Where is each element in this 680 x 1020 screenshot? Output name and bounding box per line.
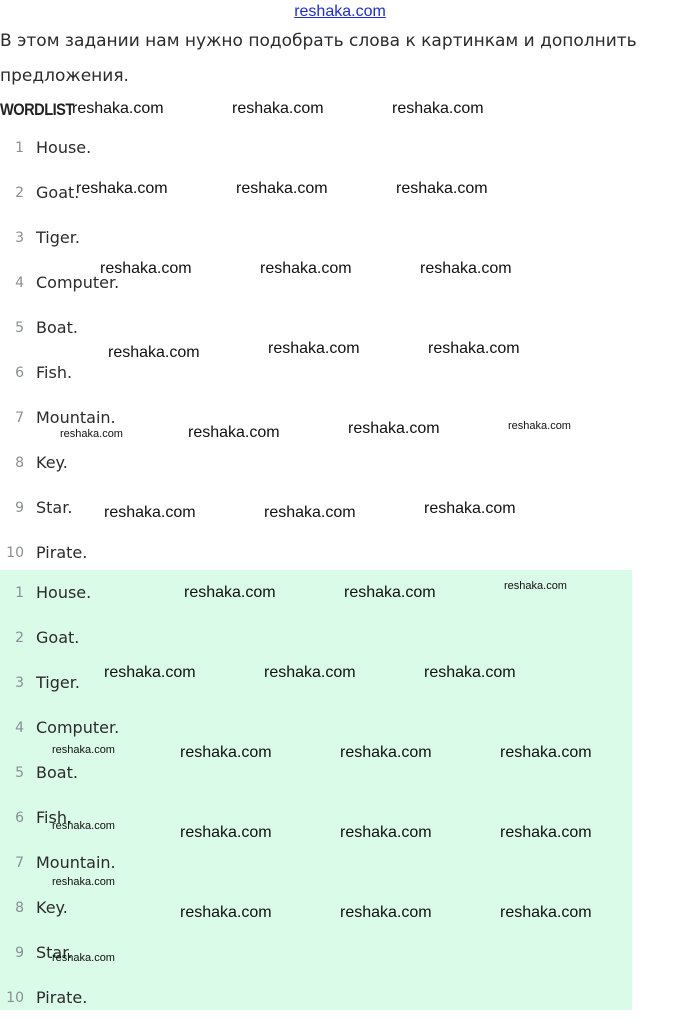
watermark: reshaka.com (340, 744, 432, 761)
item-number: 1 (15, 139, 24, 156)
item-word: Boat. (36, 318, 78, 337)
watermark: reshaka.com (180, 744, 272, 761)
watermark: reshaka.com (428, 340, 520, 357)
watermark: reshaka.com (52, 744, 115, 756)
list-item (0, 215, 632, 260)
item-number: 9 (15, 499, 24, 516)
answer-list (0, 570, 632, 1010)
item-word: Mountain. (36, 853, 116, 872)
watermark: reshaka.com (52, 952, 115, 964)
watermark: reshaka.com (424, 500, 516, 517)
item-number: 4 (15, 719, 24, 736)
watermark: reshaka.com (236, 180, 328, 197)
watermark: reshaka.com (508, 420, 571, 432)
watermark: reshaka.com (504, 580, 567, 592)
item-number: 5 (15, 319, 24, 336)
item-number: 1 (15, 584, 24, 601)
item-word: Goat. (36, 628, 80, 647)
watermark: reshaka.com (500, 744, 592, 761)
watermark: reshaka.com (232, 100, 324, 117)
watermark: reshaka.com (52, 820, 115, 832)
watermark: reshaka.com (104, 664, 196, 681)
watermark: reshaka.com (500, 824, 592, 841)
item-number: 3 (15, 674, 24, 691)
list-item (0, 570, 632, 615)
item-number: 7 (15, 854, 24, 871)
site-header (0, 0, 680, 22)
watermark: reshaka.com (188, 424, 280, 441)
item-number: 3 (15, 229, 24, 246)
watermark: reshaka.com (348, 420, 440, 437)
item-word: Pirate. (36, 988, 88, 1007)
item-word: Key. (36, 898, 68, 917)
item-word: Pirate. (36, 543, 88, 562)
item-word: Fish. (36, 363, 73, 382)
watermark: reshaka.com (420, 260, 512, 277)
watermark: reshaka.com (340, 824, 432, 841)
item-word: Goat. (36, 183, 80, 202)
item-number: 2 (15, 629, 24, 646)
list-item (0, 975, 632, 1020)
list-item (0, 440, 632, 485)
item-number: 6 (15, 364, 24, 381)
item-number: 8 (15, 899, 24, 916)
watermark: reshaka.com (424, 664, 516, 681)
list-item (0, 125, 632, 170)
site-link[interactable]: reshaka.com (294, 3, 386, 20)
list-item (0, 615, 632, 660)
item-word: House. (36, 138, 92, 157)
watermark: reshaka.com (500, 904, 592, 921)
watermark: reshaka.com (52, 876, 115, 888)
list-item (0, 530, 632, 575)
item-word: House. (36, 583, 92, 602)
item-word: Boat. (36, 763, 78, 782)
item-number: 5 (15, 764, 24, 781)
watermark: reshaka.com (60, 428, 123, 440)
watermark: reshaka.com (76, 180, 168, 197)
item-word: Mountain. (36, 408, 116, 427)
watermark: reshaka.com (340, 904, 432, 921)
item-word: Tiger. (36, 228, 80, 247)
watermark: reshaka.com (260, 260, 352, 277)
watermark: reshaka.com (180, 904, 272, 921)
item-word: Star. (36, 498, 73, 517)
watermark: reshaka.com (268, 340, 360, 357)
watermark: reshaka.com (72, 100, 164, 117)
item-number: 4 (15, 274, 24, 291)
watermark: reshaka.com (264, 664, 356, 681)
item-number: 7 (15, 409, 24, 426)
item-number: 2 (15, 184, 24, 201)
item-word: Computer. (36, 273, 120, 292)
watermark: reshaka.com (264, 504, 356, 521)
watermark: reshaka.com (104, 504, 196, 521)
watermark: reshaka.com (396, 180, 488, 197)
watermark: reshaka.com (100, 260, 192, 277)
item-word: Key. (36, 453, 68, 472)
watermark: reshaka.com (108, 344, 200, 361)
wordlist-title: WORDLIST (0, 100, 74, 119)
watermark: reshaka.com (344, 584, 436, 601)
item-number: 10 (6, 989, 24, 1006)
watermark: reshaka.com (184, 584, 276, 601)
item-number: 9 (15, 944, 24, 961)
watermark: reshaka.com (392, 100, 484, 117)
item-word: Fish. (36, 808, 73, 827)
item-word: Tiger. (36, 673, 80, 692)
item-number: 10 (6, 544, 24, 561)
watermark: reshaka.com (180, 824, 272, 841)
item-number: 8 (15, 454, 24, 471)
intro-text: В этом задании нам нужно подобрать слова к картинкам и дополнить предложения. (0, 31, 637, 86)
item-word: Computer. (36, 718, 120, 737)
item-word: Star. (36, 943, 73, 962)
item-number: 6 (15, 809, 24, 826)
